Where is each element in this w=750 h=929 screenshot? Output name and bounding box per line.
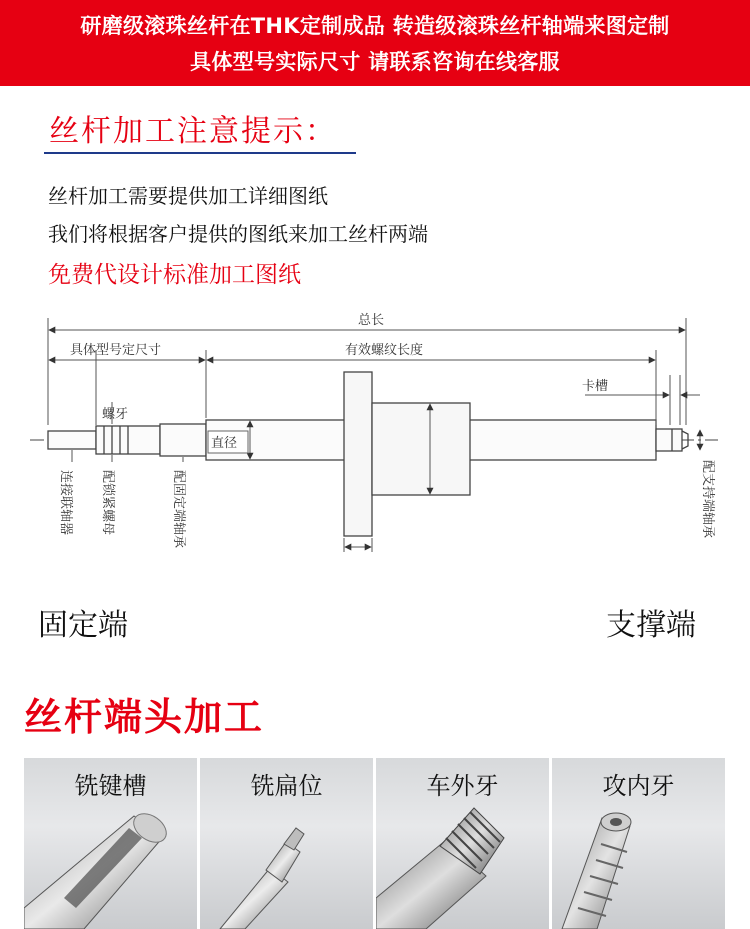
notice-title: 丝杆加工注意提示：: [49, 114, 337, 149]
title-underline: [44, 152, 356, 154]
banner-line-2: 具体型号实际尺寸 请联系咨询在线客服: [190, 50, 560, 74]
ball-screw-drawing: [0, 300, 750, 590]
notice-highlight: 免费代设计标准加工图纸: [48, 262, 301, 288]
support-end-label: 支撑端: [606, 608, 696, 643]
banner-line-1: 研磨级滚珠丝杆在THK定制成品 转造级滚珠丝杆轴端来图定制: [80, 14, 670, 38]
notice-line-2: 我们将根据客户提供的图纸来加工丝杆两端: [48, 222, 428, 246]
internal-thread-card: [552, 758, 725, 929]
groove-label: 卡槽: [582, 379, 609, 394]
fixed-end-label: 固定端: [38, 608, 128, 643]
thread-length-label: 有效螺纹长度: [345, 343, 424, 358]
fixed-bearing-label: 配固定端轴承: [171, 470, 186, 549]
keyway-card: [24, 758, 197, 929]
keyway-label: 铣键槽: [74, 772, 147, 800]
internal-thread-label: 攻内牙: [602, 772, 675, 800]
thread-label: 螺牙: [102, 407, 129, 422]
section-title: 丝杆端头加工: [24, 695, 265, 739]
flat-card: [200, 758, 373, 929]
notice-line-1: 丝杆加工需要提供加工详细图纸: [48, 184, 328, 208]
lock-nut-label: 配锁紧螺母: [100, 470, 115, 536]
external-thread-label: 车外牙: [426, 772, 499, 800]
coupling-label: 连接联轴器: [58, 470, 73, 536]
external-thread-card: [376, 758, 549, 929]
model-size-label: 具体型号定尺寸: [70, 343, 162, 358]
diameter-label: 直径: [211, 436, 238, 451]
support-bearing-label: 配支持端轴承: [700, 460, 715, 539]
flat-label: 铣扁位: [250, 772, 323, 800]
top-banner: [0, 0, 750, 86]
total-length-label: 总长: [358, 313, 385, 328]
